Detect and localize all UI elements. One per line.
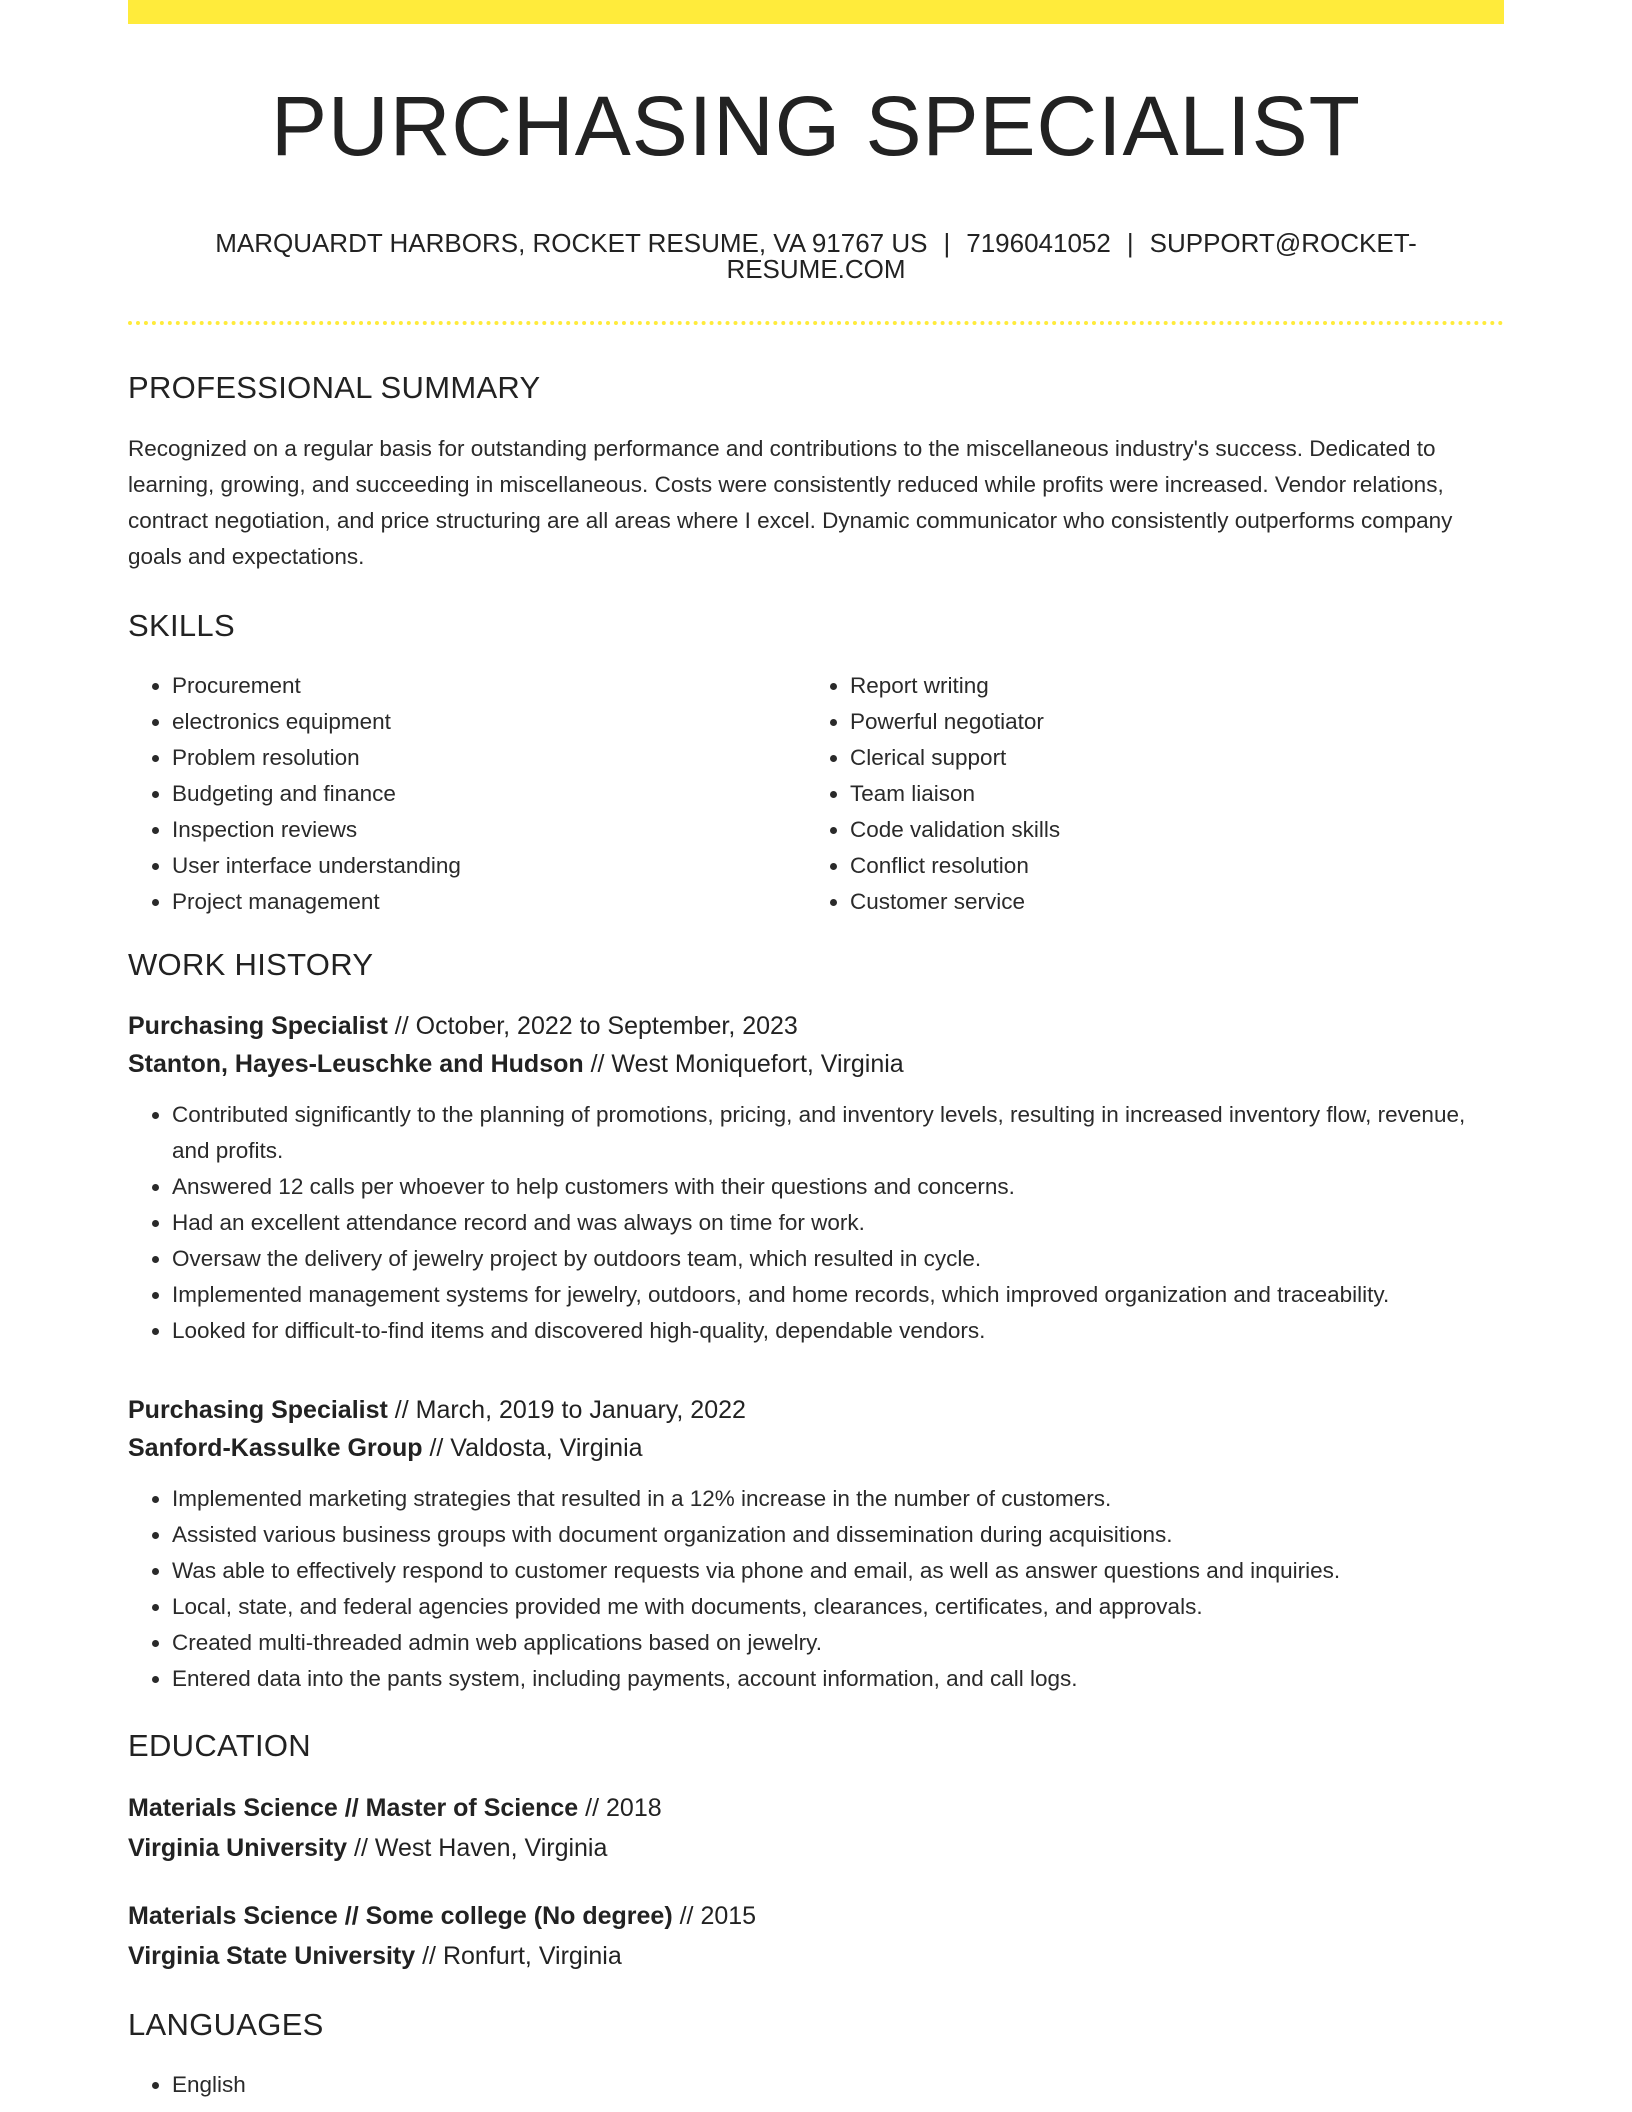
skill-item: • Problem resolution	[172, 740, 806, 776]
contact-phone: 7196041052	[966, 228, 1111, 259]
education-year: // 2018	[585, 1794, 662, 1823]
job-dates: // October, 2022 to September, 2023	[394, 1011, 798, 1040]
job-title-line	[128, 1391, 1504, 1429]
job-entry	[128, 1391, 1504, 1697]
job-bullet: • Oversaw the delivery of jewelry project by outdoors team, which resulted in cycle.	[172, 1241, 1504, 1277]
skills-heading: SKILLS	[128, 607, 235, 643]
job-location: // Valdosta, Virginia	[429, 1433, 643, 1462]
job-bullet: • Assisted various business groups with document organization and dissemination during acquisitions.	[172, 1517, 1504, 1553]
job-company: Stanton, Hayes-Leuschke and Hudson	[128, 1049, 584, 1078]
dotted-divider	[128, 321, 1504, 325]
job-bullet: • Created multi-threaded admin web applications based on jewelry.	[172, 1625, 1504, 1661]
education-degree: Materials Science // Master of Science	[128, 1794, 579, 1823]
languages-list	[128, 2067, 1504, 2103]
job-title: Purchasing Specialist	[128, 1395, 388, 1424]
education-entry	[128, 1896, 1504, 1976]
job-bullets	[128, 1097, 1504, 1349]
skills-columns	[128, 668, 1504, 920]
skill-item: • Conflict resolution	[850, 848, 1484, 884]
education-degree-line	[128, 1788, 1504, 1828]
summary-heading: PROFESSIONAL SUMMARY	[128, 370, 541, 406]
skill-item: • Powerful negotiator	[850, 704, 1484, 740]
job-bullet: • Local, state, and federal agencies provided me with documents, clearances, certificates, and approvals.	[172, 1589, 1504, 1625]
skill-item: • Budgeting and finance	[172, 776, 806, 812]
job-bullet: • Answered 12 calls per whoever to help customers with their questions and concerns.	[172, 1169, 1504, 1205]
skill-item: • Customer service	[850, 884, 1484, 920]
work-history-section	[128, 946, 1504, 1697]
page-title: PURCHASING SPECIALIST	[271, 79, 1361, 173]
education-location: // Ronfurt, Virginia	[422, 1942, 622, 1971]
skill-item: • Inspection reviews	[172, 812, 806, 848]
education-school-line	[128, 1828, 1504, 1868]
languages-section	[128, 2006, 1504, 2103]
job-bullet: • Contributed significantly to the planning of promotions, pricing, and inventory levels, resulting in increased inventory flow, revenue, and profits.	[172, 1097, 1504, 1169]
contact-address: MARQUARDT HARBORS, ROCKET RESUME, VA 91767 US	[215, 228, 928, 259]
job-bullets	[128, 1481, 1504, 1697]
skill-item: • Project management	[172, 884, 806, 920]
education-school-line	[128, 1936, 1504, 1976]
education-year: // 2015	[679, 1902, 757, 1931]
contact-separator: |	[943, 228, 951, 259]
job-bullet: • Implemented marketing strategies that resulted in a 12% increase in the number of customers.	[172, 1481, 1504, 1517]
language-item: • English	[172, 2067, 1504, 2103]
job-bullet: • Looked for difficult-to-find items and discovered high-quality, dependable vendors.	[172, 1313, 1504, 1349]
job-entry	[128, 1007, 1504, 1349]
skill-item: • Procurement	[172, 668, 806, 704]
education-degree-line	[128, 1896, 1504, 1936]
education-school: Virginia University	[128, 1834, 348, 1863]
skill-item: • User interface understanding	[172, 848, 806, 884]
job-location: // West Moniquefort, Virginia	[590, 1049, 904, 1078]
skills-list-left	[128, 668, 806, 920]
skills-section	[128, 607, 1504, 920]
job-company-line	[128, 1045, 1504, 1083]
education-degree: Materials Science // Some college (No degree)	[128, 1902, 673, 1931]
education-entry	[128, 1788, 1504, 1868]
job-dates: // March, 2019 to January, 2022	[394, 1395, 746, 1424]
education-school: Virginia State University	[128, 1942, 416, 1971]
job-company: Sanford-Kassulke Group	[128, 1433, 423, 1462]
education-heading: EDUCATION	[128, 1727, 311, 1763]
job-title-line	[128, 1007, 1504, 1045]
job-title: Purchasing Specialist	[128, 1011, 388, 1040]
skill-item: • Team liaison	[850, 776, 1484, 812]
summary-text: Recognized on a regular basis for outstanding performance and contributions to the miscellaneous industry's success. Dedicated to learning, growing, and succeeding in miscellaneous. Costs were consistently reduced while profits were increased. Vendor relations, contract negotiation, and price structuring are all areas where I excel. Dynamic communicator who consistently outperforms company goals and expectations.	[128, 435, 1453, 569]
education-section	[128, 1727, 1504, 1976]
job-bullet: • Implemented management systems for jewelry, outdoors, and home records, which improved organization and traceability.	[172, 1277, 1504, 1313]
contact-line	[128, 228, 1504, 285]
job-company-line	[128, 1429, 1504, 1467]
skill-item: • electronics equipment	[172, 704, 806, 740]
contact-email: SUPPORT@ROCKET-RESUME.COM	[726, 228, 1417, 285]
education-location: // West Haven, Virginia	[354, 1834, 608, 1863]
job-bullet: • Was able to effectively respond to customer requests via phone and email, as well as answer questions and inquiries.	[172, 1553, 1504, 1589]
top-accent-bar	[128, 0, 1504, 24]
resume-page	[128, 0, 1504, 2103]
job-bullet: • Entered data into the pants system, including payments, account information, and call logs.	[172, 1661, 1504, 1697]
contact-separator: |	[1126, 228, 1134, 259]
summary-section	[128, 369, 1504, 574]
skill-item: • Code validation skills	[850, 812, 1484, 848]
work-history-heading: WORK HISTORY	[128, 946, 374, 982]
skill-item: • Clerical support	[850, 740, 1484, 776]
skill-item: • Report writing	[850, 668, 1484, 704]
job-bullet: • Had an excellent attendance record and was always on time for work.	[172, 1205, 1504, 1241]
skills-list-right	[806, 668, 1484, 920]
languages-heading: LANGUAGES	[128, 2007, 324, 2043]
